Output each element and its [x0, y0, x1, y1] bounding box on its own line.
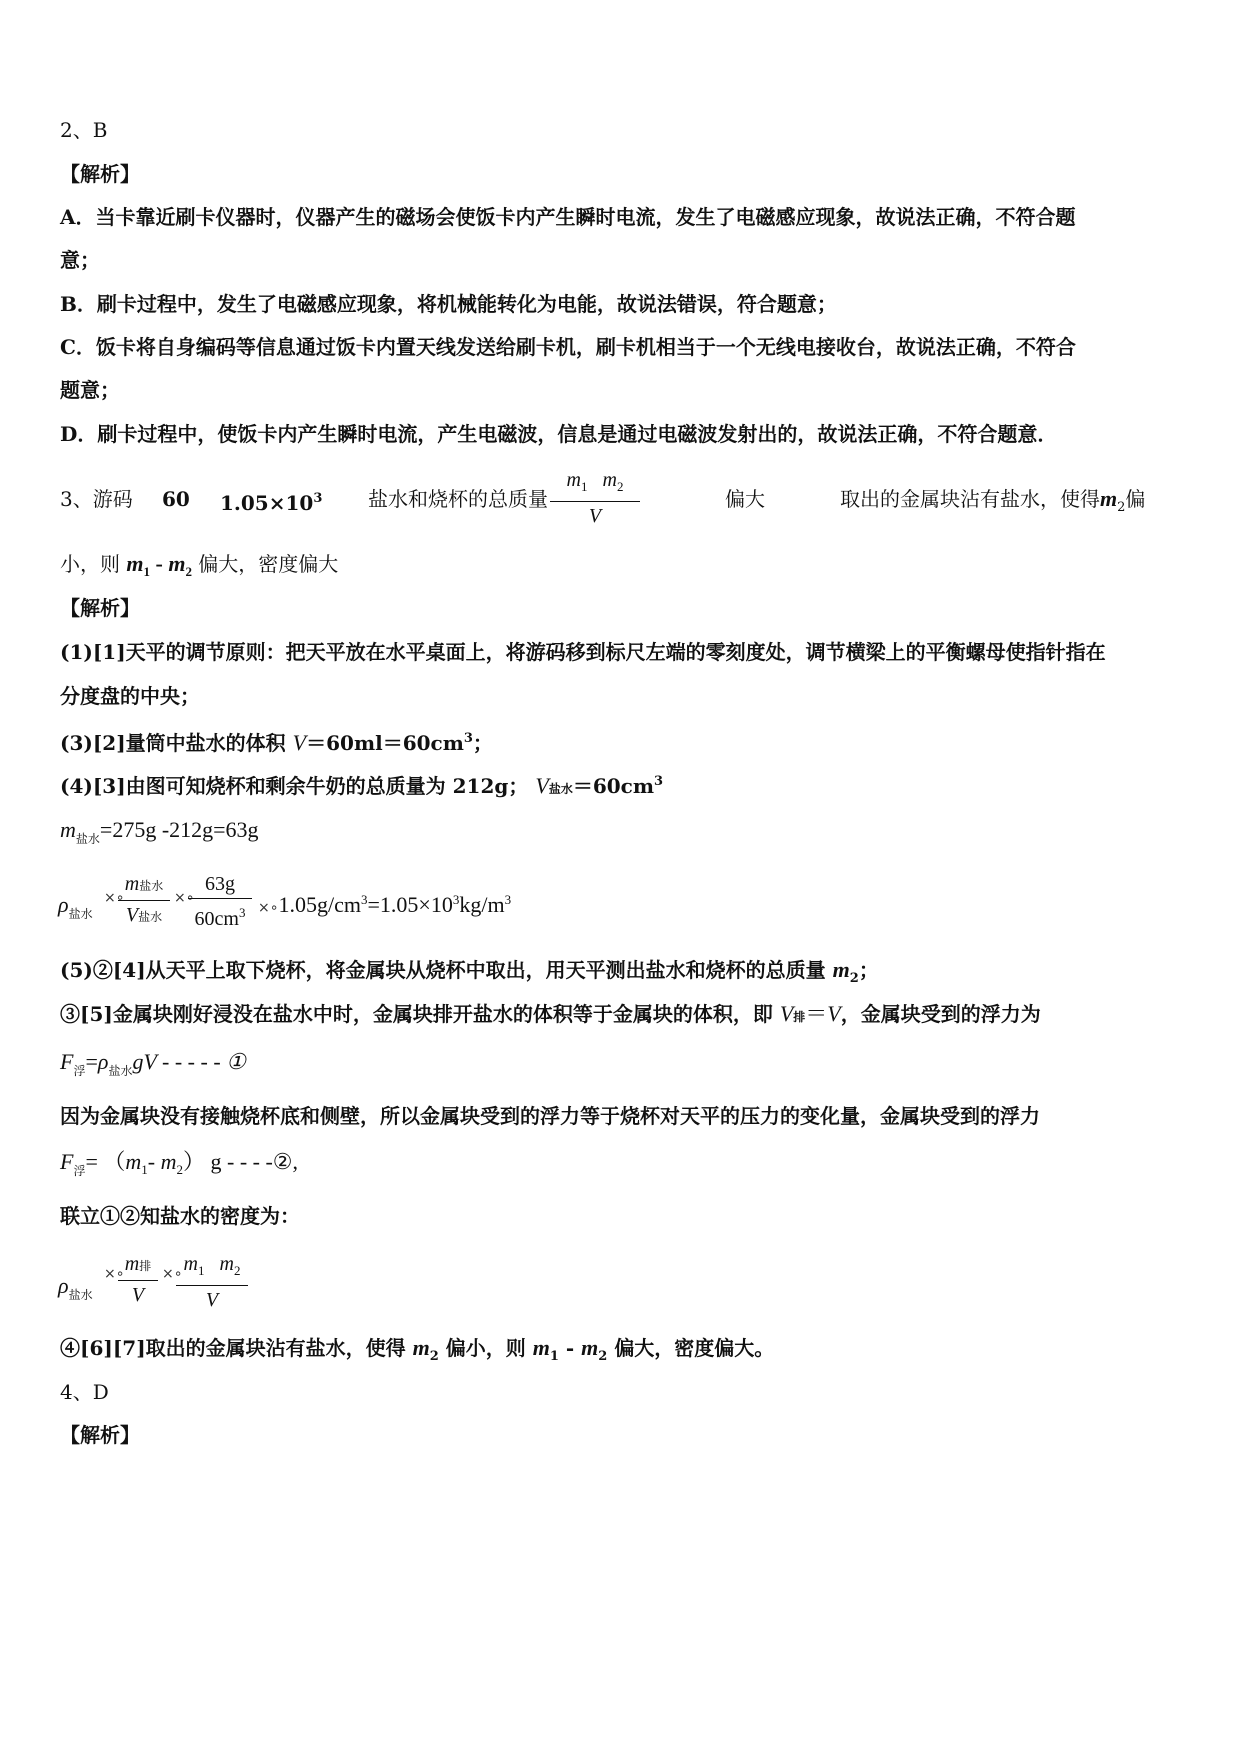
q3-rho-fraction-4: $m_1$ $m_2$ V	[176, 1252, 248, 1312]
q2-option-a-line2: 意；	[60, 248, 100, 272]
q3-answer-line2: 小，则 $m_1 - m_2$ 偏大，密度偏大	[60, 551, 339, 579]
q3-answer-density: $1.05\times 10^3$	[220, 491, 323, 515]
q3-para9: ④[6][7]取出的金属块沾有盐水，使得 $m_2$ 偏小，则 $m_1 - m_2$ 偏大，密度偏大。	[60, 1335, 775, 1364]
q3-number: 3、游码	[60, 487, 133, 511]
q3-rho-fraction-1: m盐水 V盐水	[118, 872, 170, 929]
q4-analysis-heading: 【解析】	[60, 1423, 140, 1447]
q3-answer-mass: 盐水和烧杯的总质量	[368, 487, 548, 511]
q3-mass-equation: $m_{盐水}=275g$ -212g=63g	[60, 817, 259, 846]
q2-option-a-line1: A．当卡靠近刷卡仪器时，仪器产生的磁场会使饭卡内产生瞬时电流，发生了电磁感应现象，故说法正确，不符合题	[60, 205, 1076, 229]
q3-rho-symbol-2: $\rho_{盐水}$	[58, 1273, 93, 1302]
q3-rho-fraction-3: m排 V	[118, 1252, 158, 1307]
q2-option-d: D．刷卡过程中，使饭卡内产生瞬时电流，产生电磁波，信息是通过电磁波发射出的，故说法正确，不符合题意．	[60, 422, 1058, 446]
q3-buoyancy-eq2: $F_浮= (m_1-$ $m_2$） g - - - -②,	[60, 1149, 299, 1178]
q4-header: 4、D	[60, 1380, 109, 1404]
q3-answer-reason: 取出的金属块沾有盐水，使得$m_2$偏	[840, 486, 1146, 515]
q2-header: 2、B	[60, 118, 108, 142]
q3-para1-line2: 分度盘的中央；	[60, 684, 200, 708]
q3-answer-fraction: $m_1$ $m_2$ V	[550, 468, 640, 528]
q3-buoyancy-eq1: $F_浮=\rho_{盐水}gV$ - - - - - ①	[60, 1049, 246, 1078]
q3-rho-symbol: $\rho_{盐水}$	[58, 892, 93, 921]
q2-analysis-heading: 【解析】	[60, 162, 140, 186]
q3-rho-result: $\times\circ 1.05g/cm^3=1.05\times 10^3kg/m^3$	[258, 892, 512, 917]
q3-para7: 因为金属块没有接触烧杯底和侧壁，所以金属块受到的浮力等于烧杯对天平的压力的变化量，金属块受到的浮力	[60, 1104, 1040, 1128]
q3-equals-glyph-3: ×∘	[104, 1266, 125, 1282]
q3-answer-60: 60	[162, 487, 190, 511]
q3-para8: 联立①②知盐水的密度为：	[60, 1204, 300, 1228]
q3-equals-glyph-4: ×∘	[162, 1266, 183, 1282]
q3-answer-bias: 偏大	[725, 487, 765, 511]
q3-para4: (4)[3]由图可知烧杯和剩余牛奶的总质量为 212g； V盐水$=60cm^3$	[60, 773, 664, 798]
q2-option-b: B．刷卡过程中，发生了电磁感应现象，将机械能转化为电能，故说法错误，符合题意；	[60, 292, 837, 316]
q3-para1-line1: (1)[1]天平的调节原则：把天平放在水平桌面上，将游码移到标尺左端的零刻度处，调节横梁上的平衡螺母使指针指在	[60, 640, 1106, 664]
q3-equals-glyph-1: ×∘	[104, 890, 125, 906]
q2-option-c-line1: C．饭卡将自身编码等信息通过饭卡内置天线发送给刷卡机，刷卡机相当于一个无线电接收台，故说法正确，不符合	[60, 335, 1076, 359]
q2-option-c-line2: 题意；	[60, 378, 120, 402]
q3-para3: (3)[2]量筒中盐水的体积 $V=60ml=60cm^3$；	[60, 730, 493, 755]
q3-para6: ③[5]金属块刚好浸没在盐水中时，金属块排开盐水的体积等于金属块的体积，即 V排＝V，金属块受到的浮力为	[60, 1001, 1041, 1026]
q3-equals-glyph-2: ×∘	[174, 890, 195, 906]
q3-para5: (5)②[4]从天平上取下烧杯，将金属块从烧杯中取出，用天平测出盐水和烧杯的总质量 $m_2$；	[60, 957, 879, 986]
q3-rho-fraction-2: 63g $60cm^3$	[188, 872, 252, 931]
q3-analysis-heading: 【解析】	[60, 596, 140, 620]
